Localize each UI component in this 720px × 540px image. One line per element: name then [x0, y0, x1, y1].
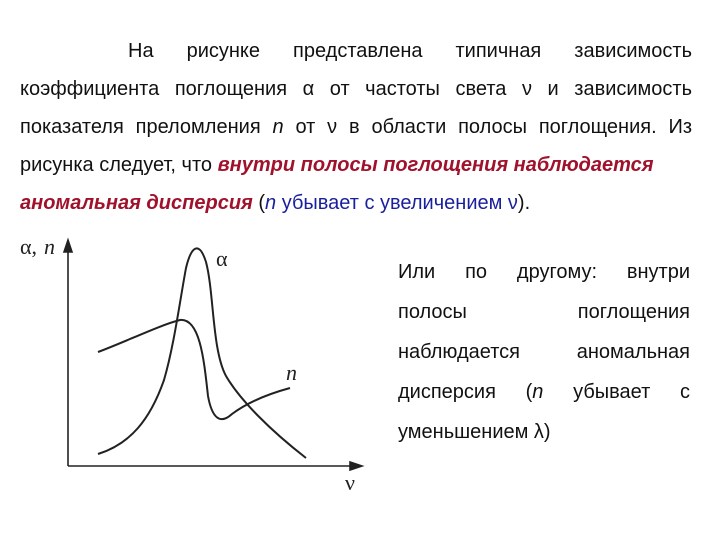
y-axis-arrow — [64, 240, 72, 252]
n-curve — [98, 320, 290, 419]
symbol-n: n — [272, 116, 284, 138]
highlight-phrase-1: внутри полосы поглощения наблюдается — [217, 154, 654, 176]
paragraph-text-2: от ν в области полосы поглощения. Из рисунка следует, что — [20, 116, 693, 176]
paragraph-text-1: На рисунке представлена типичная зависимость коэффициента поглощения α от частоты света ν и зависимость показателя преломления — [20, 40, 692, 138]
alpha-curve-label: α — [216, 246, 228, 271]
x-axis-label: ν — [345, 470, 355, 495]
side-text-1: Или по другому: внутри полосы поглощения наблюдается аномальная дисперсия ( — [398, 261, 690, 403]
side-text-2: убывает с уменьшением λ) — [398, 381, 690, 443]
y-axis-label-n: n — [44, 234, 55, 259]
side-note — [398, 252, 690, 452]
highlight-phrase-2: аномальная дисперсия — [20, 192, 253, 214]
n-curve-label: n — [286, 360, 297, 385]
y-axis-label-alpha: α, — [20, 234, 38, 259]
x-axis-arrow — [350, 462, 362, 470]
symbol-n-2: n — [265, 192, 277, 214]
paragraph-text-4: ). — [517, 192, 531, 214]
blue-phrase: убывает с увеличением ν — [276, 192, 518, 214]
side-symbol-n: n — [532, 381, 544, 403]
paragraph-text-3: ( — [252, 192, 266, 214]
